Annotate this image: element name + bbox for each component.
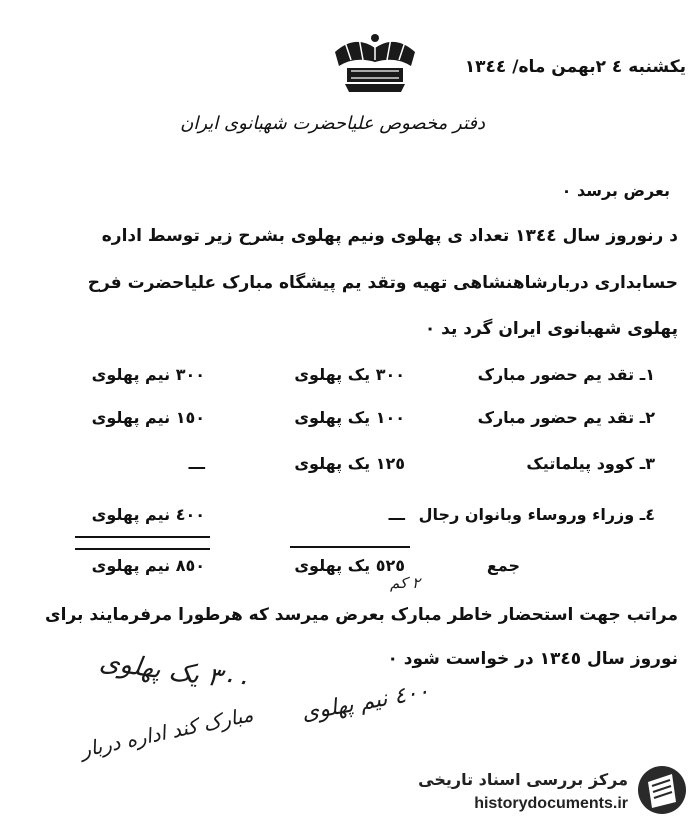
item-label: ٣ـ کوود پیلماتیک: [526, 454, 655, 473]
item-half-coins: ٤٠٠ نیم پهلوی: [91, 505, 205, 524]
item-single-coins: ـــ: [388, 505, 405, 524]
document-date: یکشنبه ٤ ٢بهمن ماه/ ١٣٤٤: [464, 57, 686, 77]
office-title: دفتر مخصوص علیاحضرت شهبانوی ایران: [180, 113, 485, 134]
closing-line: مراتب جهت استحضار خاطر مبارک بعرض میرسد که هرطورا مرفرمایند برای: [45, 605, 678, 625]
item-label: ١ـ تقد یم حضور مبارک: [477, 365, 655, 384]
handwritten-correction: ٢ کم: [390, 574, 420, 592]
watermark-site: historydocuments.ir: [474, 795, 628, 812]
item-single-coins: ٣٠٠ یک پهلوی: [294, 365, 405, 384]
total-single-coins: ٥٢٥ یک پهلوی: [294, 556, 405, 575]
item-single-coins: ١٠٠ یک پهلوی: [294, 408, 405, 427]
total-label: جمع: [486, 556, 520, 575]
total-rule-half: [75, 548, 210, 550]
item-half-coins: ـــ: [188, 454, 205, 473]
closing-line: نوروز سال ١٣٤٥ در خواست شود ٠: [387, 649, 678, 669]
salutation: بعرض برسد ٠: [561, 181, 670, 200]
handwritten-signoff: مبارک کند اداره دربار: [78, 702, 256, 762]
paragraph-line: پهلوی شهبانوی ایران گرد ید ٠: [424, 319, 678, 339]
watermark-logo: [636, 764, 688, 816]
total-rule-single: [290, 546, 410, 548]
total-rule-half: [75, 536, 210, 538]
item-half-coins: ١٥٠ نیم پهلوی: [91, 408, 205, 427]
item-label: ٤ـ وزراء وروساء وبانوان رجال: [418, 505, 655, 524]
handwritten-note-half: ٤٠٠ نیم پهلوی: [299, 678, 432, 727]
paragraph-line: حسابداری دربارشاهنشاهی تهیه وتقد یم پیشگاه مبارک علیاحضرت فرح: [87, 273, 678, 293]
item-single-coins: ١٢٥ یک پهلوی: [294, 454, 405, 473]
paragraph-line: د رنوروز سال ١٣٤٤ تعداد ی پهلوی ونیم پهلوی بشرح زیر توسط اداره: [101, 226, 678, 246]
total-half-coins: ٨٥٠ نیم پهلوی: [91, 556, 205, 575]
item-half-coins: ٣٠٠ نیم پهلوی: [91, 365, 205, 384]
handwritten-note-amount: ٣٠٠ یک پهلوی: [98, 646, 252, 698]
crown-emblem: [325, 30, 425, 100]
watermark-org: مرکز بررسی اسناد تاریخی: [418, 770, 628, 789]
item-label: ٢ـ تقد یم حضور مبارک: [477, 408, 655, 427]
